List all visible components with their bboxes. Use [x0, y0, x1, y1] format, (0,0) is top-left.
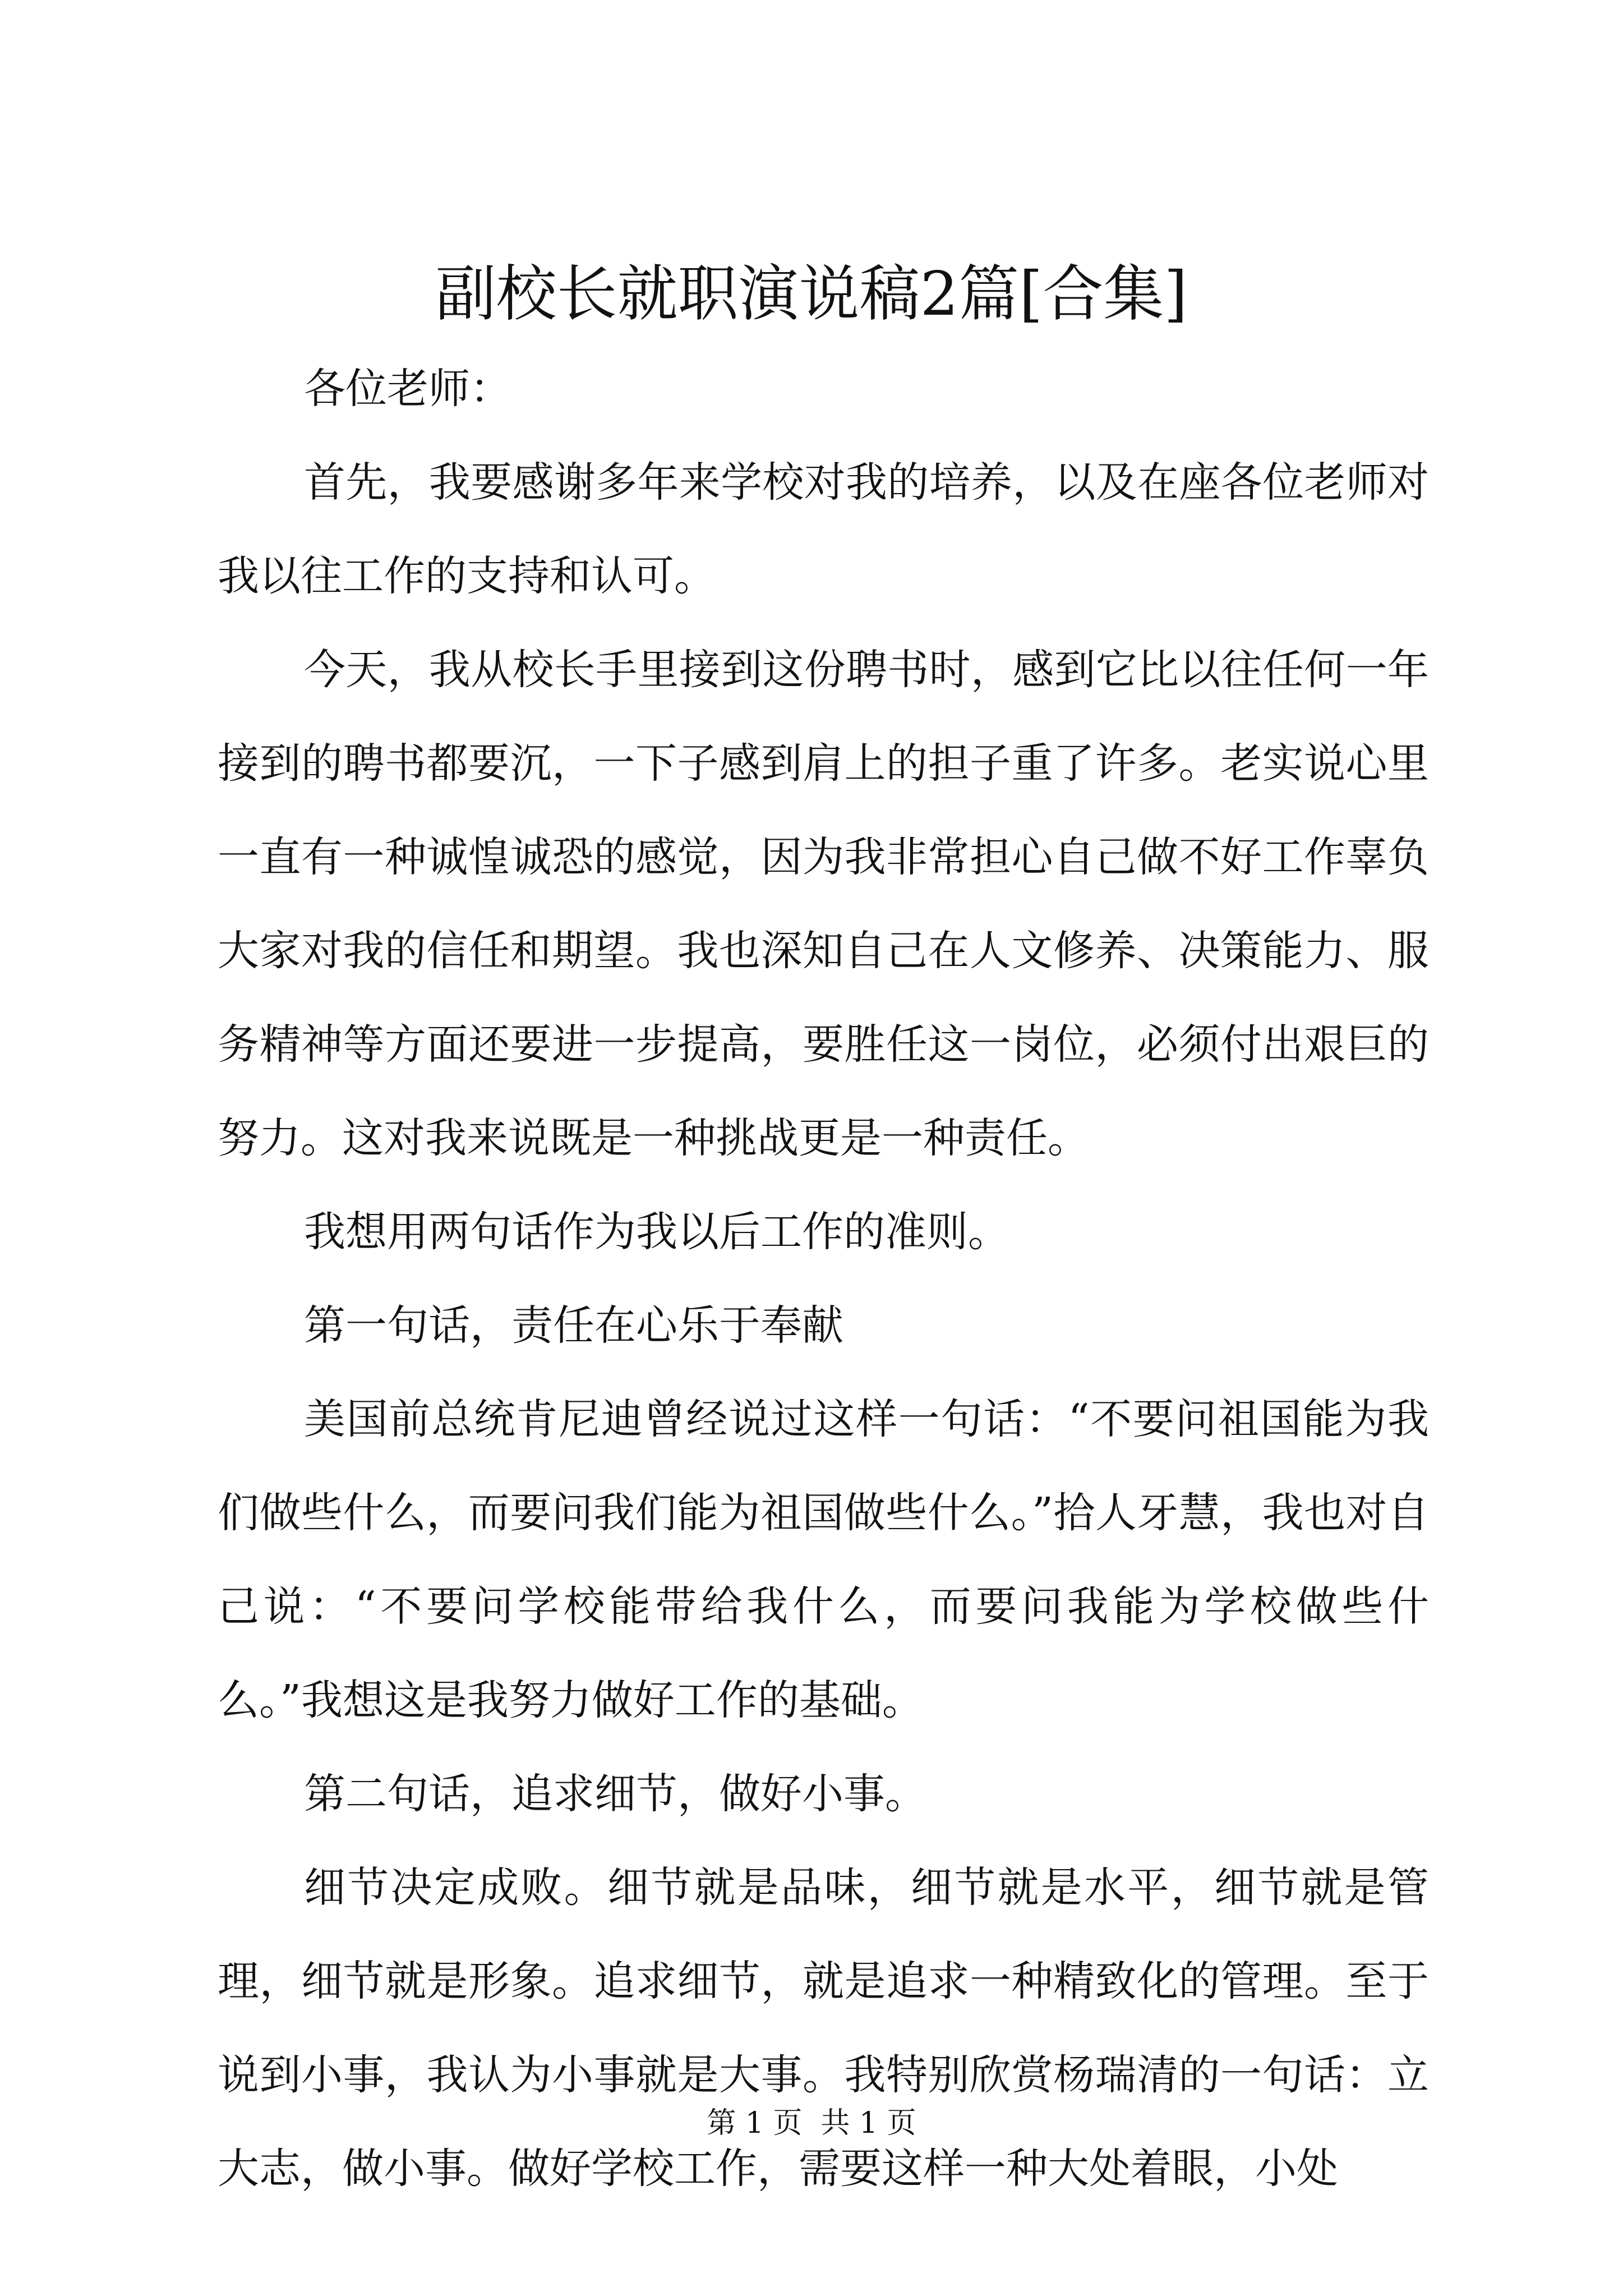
paragraph-thanks: 首先，我要感谢多年来学校对我的培养，以及在座各位老师对我以往工作的支持和认可。 — [218, 458, 1429, 600]
paragraph-kennedy-quote: 美国前总统肯尼迪曾经说过这样一句话：“不要问祖国能为我们做些什么，而要问我们能为祖国做些什么。”拾人牙慧，我也对自己说：“不要问学校能带给我什么，而要问我能为学校做些什么。”我想这是我努力做好工作的基础。 — [218, 1395, 1429, 1724]
paragraph-salutation: 各位老师： — [304, 365, 511, 413]
paragraph-first-principle: 第一句话，责任在心乐于奉献 — [304, 1301, 843, 1350]
paragraph-appointment: 今天，我从校长手里接到这份聘书时，感到它比以往任何一年接到的聘书都要沉，一下子感到肩上的担子重了许多。老实说心里一直有一种诚惶诚恐的感觉，因为我非常担心自己做不好工作辜负大家对我的信任和期望。我也深知自己在人文修养、决策能力、服务精神等方面还要进一步提高，要胜任这一岗位，必须付出艰巨的努力。这对我来说既是一种挑战更是一种责任。 — [218, 646, 1429, 1162]
paragraph-details: 细节决定成败。细节就是品味，细节就是水平，细节就是管理，细节就是形象。追求细节，就是追求一种精致化的管理。至于说到小事，我认为小事就是大事。我特别欣赏杨瑞清的一句话：立大志，做小事。做好学校工作，需要这样一种大处着眼，小处 — [218, 1864, 1429, 2193]
paragraph-principles-intro: 我想用两句话作为我以后工作的准则。 — [304, 1208, 1009, 1256]
document-body — [218, 342, 1429, 2216]
page-title: 副校长就职演说稿2篇[合集] — [435, 259, 1188, 329]
paragraph-second-principle: 第二句话，追求细节，做好小事。 — [304, 1770, 926, 1818]
page-number-footer: 第 1 页 共 1 页 — [707, 2106, 916, 2140]
